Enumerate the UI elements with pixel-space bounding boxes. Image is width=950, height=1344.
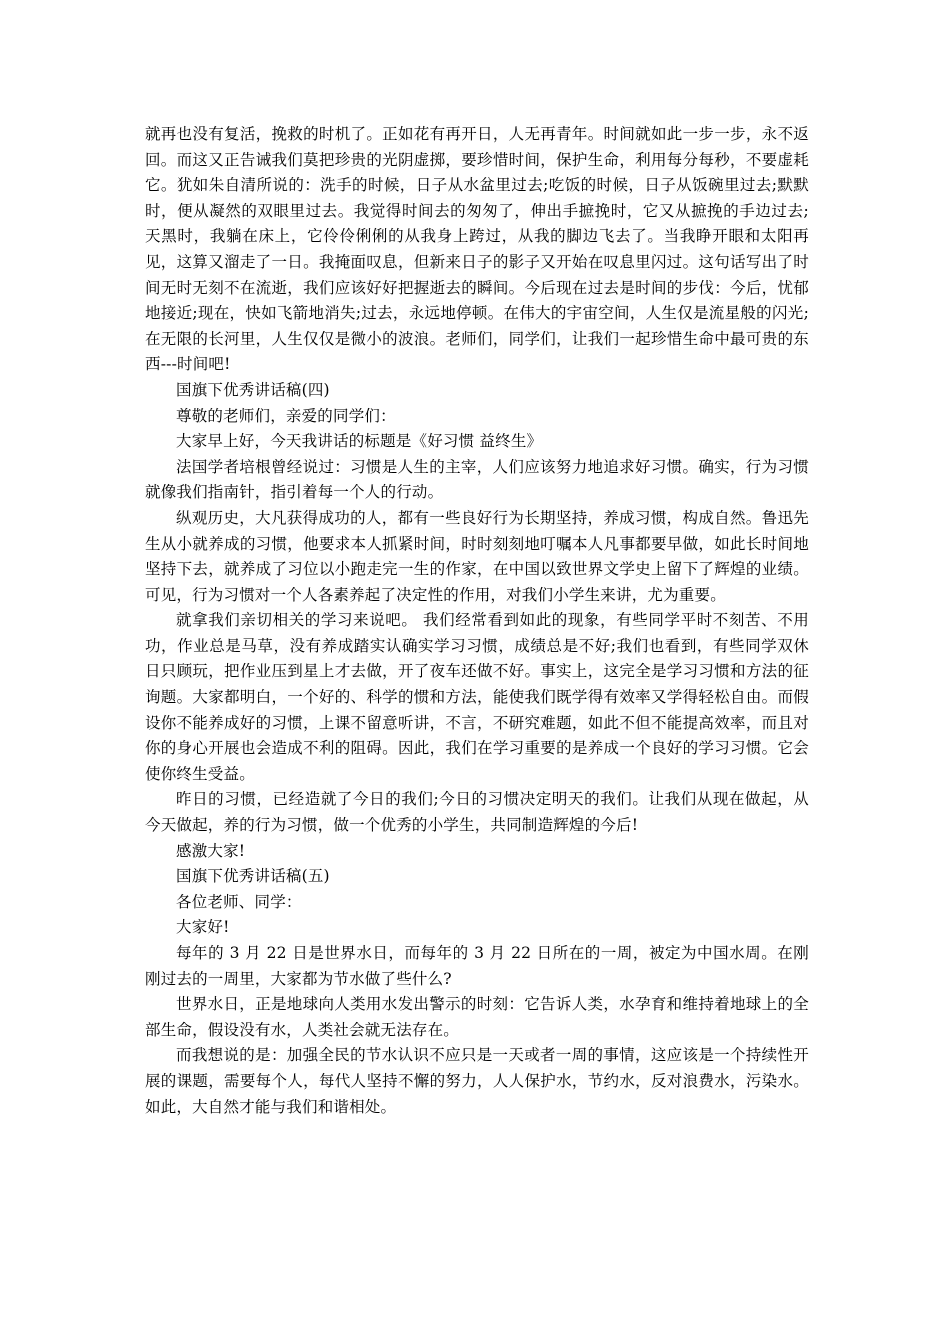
salutation: 尊敬的老师们，亲爱的同学们： [176, 406, 396, 425]
paragraph-water-day: 每年的 3 月 22 日是世界水日，而每年的 3 月 22 日所在的一周，被定为中国水周。在刚刚过去的一周里，大家都为节水做了些什么? [145, 944, 809, 988]
section-heading-4: 国旗下优秀讲话稿(四) [176, 380, 330, 399]
paragraph-water-conservation: 而我想说的是：加强全民的节水认识不应只是一天或者一周的事情，这应该是一个持续性开展的课题，需要每个人，每代人坚持不懈的努力，人人保护水，节约水，反对浪费水，污染水。如此，大自然才能与我们和谐相处。 [145, 1046, 809, 1116]
paragraph-study-habits: 就拿我们亲切相关的学习来说吧。 我们经常看到如此的现象，有些同学平时不刻苦、不用功，作业总是马草，没有养成踏实认确实学习习惯，成绩总是不好;我们也看到，有些同学双休日只顾玩，把作业压到星上才去做，开了夜车还做不好。事实上，这完全是学习习惯和方法的征询题。大家都明白，一个好的、科学的惯和方法，能使我们既学得有效率又学得轻松自由。而假设你不能养成好的习惯，上课不留意听讲，不言，不研究难题，如此不但不能提高效率，而且对你的身心开展也会造成不利的阻碍。因此，我们在学习重要的是养成一个良好的学习习惯。它会使你终生受益。 [145, 611, 809, 783]
greeting-and-title: 大家早上好，今天我讲话的标题是《好习惯 益终生》 [176, 432, 543, 451]
salutation-5: 各位老师、同学： [176, 892, 302, 911]
paragraph-water-warning: 世界水日，正是地球向人类用水发出警示的时刻：它告诉人类，水孕育和维持着地球上的全部生命，假设没有水，人类社会就无法存在。 [145, 995, 809, 1039]
section-heading-5: 国旗下优秀讲话稿(五) [176, 867, 330, 886]
paragraph-call-to-action: 昨日的习惯，已经造就了今日的我们;今日的习惯决定明天的我们。让我们从现在做起，从今天做起，养的行为习惯，做一个优秀的小学生，共同制造辉煌的今后! [145, 790, 809, 835]
document-page [145, 122, 809, 1120]
paragraph-time-conclusion: 就再也没有复活，挽救的时机了。正如花有再开日，人无再青年。时间就如此一步一步，永不返回。而这又正告诫我们莫把珍贵的光阴虚掷，要珍惜时间，保护生命，利用每分每秒，不要虚耗它。犹如朱自清所说的：洗手的时候，日子从水盆里过去;吃饭的时候，日子从饭碗里过去;默默时，便从凝然的双眼里过去。我觉得时间去的匆匆了，伸出手摭挽时，它又从摭挽的手边过去;天黑时，我躺在床上，它伶伶俐俐的从我身上跨过，从我的脚边飞去了。当我睁开眼和太阳再见，这算又溜走了一日。我掩面叹息，但新来日子的影子又开始在叹息里闪过。这句话写出了时间无时无刻不在流逝，我们应该好好把握逝去的瞬间。今后现在过去是时间的步伐：今后，忧郁地接近;现在，快如飞箭地消失;过去，永远地停顿。在伟大的宇宙空间，人生仅是流星般的闪光;在无限的长河里，人生仅仅是微小的波浪。老师们，同学们，让我们一起珍惜生命中最可贵的东西---时间吧! [145, 125, 809, 374]
thanks: 感激大家! [176, 841, 246, 860]
greeting-5: 大家好! [176, 918, 230, 937]
paragraph-history: 纵观历史，大凡获得成功的人，都有一些良好行为长期坚持，养成习惯，构成自然。鲁迅先生从小就养成的习惯，他要求本人抓紧时间，时时刻刻地叮嘱本人凡事都要早做，如此长时间地坚持下去，就养成了习位以小跑走完一生的作家，在中国以致世界文学史上留下了辉煌的业绩。可见，行为习惯对一个人各素养起了决定性的作用，对我们小学生来讲，尤为重要。 [145, 508, 809, 604]
paragraph-bacon-quote: 法国学者培根曾经说过：习惯是人生的主宰，人们应该努力地追求好习惯。确实，行为习惯就像我们指南针，指引着每一个人的行动。 [145, 457, 809, 502]
